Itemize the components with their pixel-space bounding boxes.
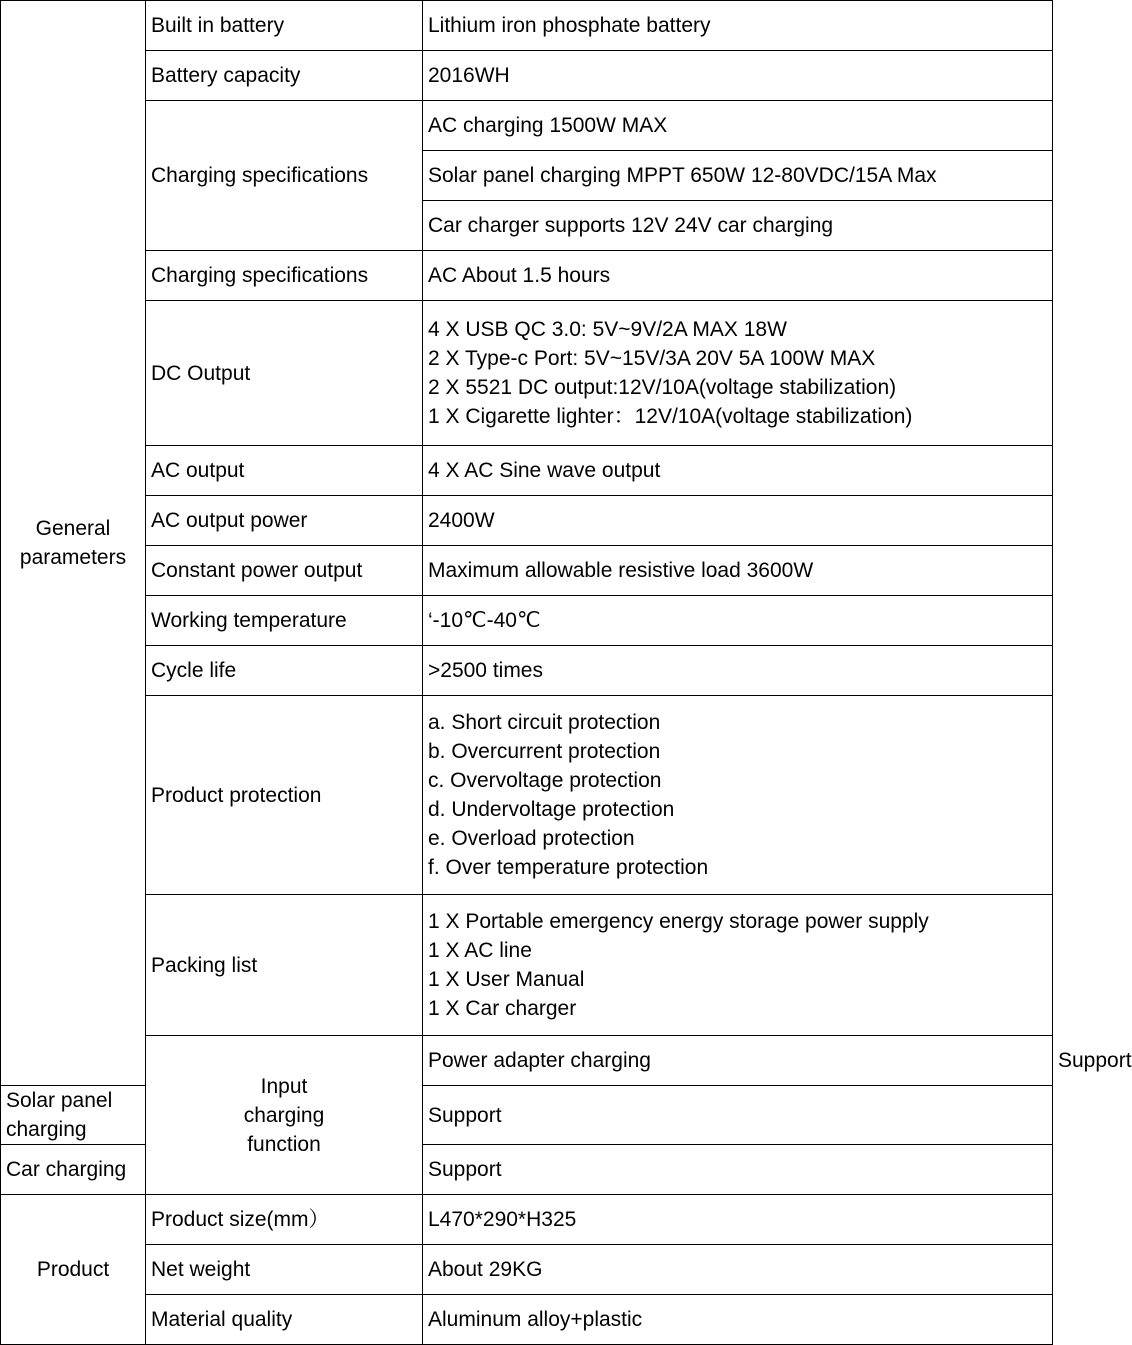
list-item: f. Over temperature protection <box>428 856 709 879</box>
spec-value: AC charging 1500W MAX <box>423 101 1053 151</box>
spec-value-list <box>423 301 1053 446</box>
spec-label: Car charging <box>1 1145 146 1195</box>
table-row <box>1 546 1053 596</box>
table-row <box>1 696 1053 895</box>
spec-value: 2400W <box>423 496 1053 546</box>
spec-label: Solar panel charging <box>1 1086 146 1145</box>
list-item: d. Undervoltage protection <box>428 798 675 821</box>
spec-value: Car charger supports 12V 24V car charging <box>423 201 1053 251</box>
group-label-line: charging <box>243 1103 325 1127</box>
group-label-line: Input <box>260 1074 308 1098</box>
table-row <box>1 1195 1053 1245</box>
spec-value: Maximum allowable resistive load 3600W <box>423 546 1053 596</box>
spec-value: 2016WH <box>423 51 1053 101</box>
list-item: 4 X USB QC 3.0: 5V~9V/2A MAX 18W <box>428 318 787 341</box>
spec-label: Working temperature <box>146 596 423 646</box>
spec-value: ‘-10℃-40℃ <box>423 596 1053 646</box>
list-item: 1 X AC line <box>428 939 532 962</box>
table-row <box>1 446 1053 496</box>
table-row <box>1 596 1053 646</box>
group-label-line: Product <box>36 1258 110 1281</box>
spec-value: Lithium iron phosphate battery <box>423 1 1053 51</box>
table-row <box>1 51 1053 101</box>
table-row: Input charging function Power adapter charging Support <box>1 1036 1053 1086</box>
spec-label: Product size(mm） <box>146 1195 423 1245</box>
table-row <box>1 301 1053 446</box>
spec-label: Net weight <box>146 1245 423 1295</box>
table-row <box>1 251 1053 301</box>
spec-value: Support <box>423 1145 1053 1195</box>
table-row <box>1 1245 1053 1295</box>
table-row <box>1 496 1053 546</box>
group-label-line: parameters <box>19 546 127 569</box>
group-general-parameters <box>1 1 146 1086</box>
spec-value: 4 X AC Sine wave output <box>423 446 1053 496</box>
spec-label: Battery capacity <box>146 51 423 101</box>
spec-label: Charging specifications <box>146 101 423 251</box>
spec-value-list <box>423 895 1053 1036</box>
spec-label: AC output <box>146 446 423 496</box>
spec-value-list <box>423 696 1053 895</box>
table-row <box>1 101 1053 151</box>
spec-label: Built in battery <box>146 1 423 51</box>
spec-label: Constant power output <box>146 546 423 596</box>
table-row <box>1 895 1053 1036</box>
spec-label: Power adapter charging <box>423 1036 1053 1086</box>
list-item: 2 X 5521 DC output:12V/10A(voltage stabilization) <box>428 376 897 399</box>
table-row <box>1 1 1053 51</box>
list-item: 1 X Car charger <box>428 997 577 1020</box>
list-item: 1 X Cigarette lighter：12V/10A(voltage stabilization) <box>428 405 913 428</box>
group-input-charging-function <box>146 1036 423 1195</box>
list-item: a. Short circuit protection <box>428 711 661 734</box>
list-item: e. Overload protection <box>428 827 635 850</box>
list-item: 1 X Portable emergency energy storage power supply <box>428 910 929 933</box>
list-item: 1 X User Manual <box>428 968 585 991</box>
spec-value: L470*290*H325 <box>423 1195 1053 1245</box>
table-row <box>1 646 1053 696</box>
spec-value: About 29KG <box>423 1245 1053 1295</box>
group-label-line: function <box>247 1132 321 1156</box>
spec-value: Aluminum alloy+plastic <box>423 1295 1053 1345</box>
list-item: 2 X Type-c Port: 5V~15V/3A 20V 5A 100W MAX <box>428 347 876 370</box>
spec-label: Product protection <box>146 696 423 895</box>
group-label-line: General <box>35 517 111 540</box>
list-item: b. Overcurrent protection <box>428 740 661 763</box>
group-product <box>1 1195 146 1345</box>
table-row <box>1 1295 1053 1345</box>
list-item: c. Overvoltage protection <box>428 769 662 792</box>
spec-value: Solar panel charging MPPT 650W 12-80VDC/15A Max <box>423 151 1053 201</box>
spec-value: Support <box>423 1086 1053 1145</box>
spec-value: >2500 times <box>423 646 1053 696</box>
spec-value: AC About 1.5 hours <box>423 251 1053 301</box>
spec-label: Packing list <box>146 895 423 1036</box>
spec-label: DC Output <box>146 301 423 446</box>
spec-label: Charging specifications <box>146 251 423 301</box>
spec-label: AC output power <box>146 496 423 546</box>
spec-label: Material quality <box>146 1295 423 1345</box>
spec-label: Cycle life <box>146 646 423 696</box>
